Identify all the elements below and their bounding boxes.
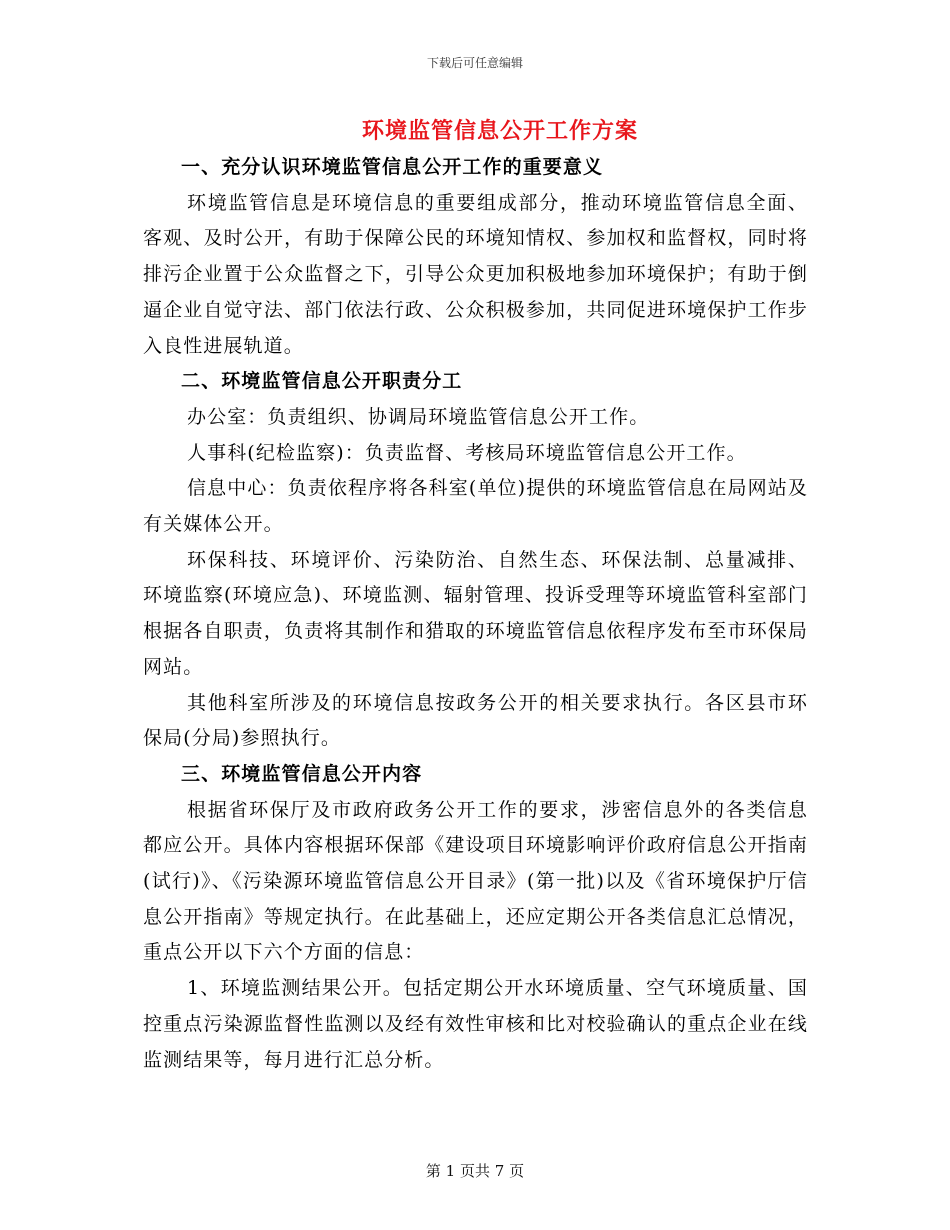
paragraph: 1、环境监测结果公开。包括定期公开水环境质量、空气环境质量、国控重点污染源监督性监测以及经有效性审核和比对校验确认的重点企业在线监测结果等，每月进行汇总分析。 <box>143 977 808 1071</box>
section-heading-3: 三、环境监管信息公开内容 <box>181 762 423 785</box>
header-note: 下载后可任意编辑 <box>426 56 523 70</box>
paragraph: 环保科技、环境评价、污染防治、自然生态、环保法制、总量减排、环境监察(环境应急)、环境监测、辐射管理、投诉受理等环境监管科室部门根据各自职责，负责将其制作和猎取的环境监管信息依程序发布至市环保局网站。 <box>143 548 808 678</box>
paragraph: 信息中心：负责依程序将各科室(单位)提供的环境监管信息在局网站及有关媒体公开。 <box>143 477 808 536</box>
paragraph: 环境监管信息是环境信息的重要组成部分，推动环境监管信息全面、客观、及时公开，有助于保障公民的环境知情权、参加权和监督权，同时将排污企业置于公众监督之下，引导公众更加积极地参加环境保护；有助于倒逼企业自觉守法、部门依法行政、公众积极参加，共同促进环境保护工作步入良性进展轨道。 <box>143 191 808 357</box>
page-footer: 第 1 页共 7 页 <box>425 1162 525 1180</box>
paragraph: 人事科(纪检监察)：负责监督、考核局环境监管信息公开工作。 <box>187 441 747 464</box>
document-title: 环境监管信息公开工作方案 <box>361 118 638 144</box>
paragraph: 办公室：负责组织、协调局环境监管信息公开工作。 <box>187 405 650 428</box>
section-heading-1: 一、充分认识环境监管信息公开工作的重要意义 <box>181 156 604 178</box>
paragraph: 其他科室所涉及的环境信息按政务公开的相关要求执行。各区县市环保局(分局)参照执行。 <box>143 691 808 750</box>
document-body <box>143 150 808 1078</box>
paragraph: 根据省环保厅及市政府政务公开工作的要求，涉密信息外的各类信息都应公开。具体内容根据环保部《建设项目环境影响评价政府信息公开指南(试行)》、《污染源环境监管信息公开目录》(第一批)以及《省环境保护厅信息公开指南》等规定执行。在此基础上，还应定期公开各类信息汇总情况，重点公开以下六个方面的信息： <box>143 798 808 964</box>
section-heading-2: 二、环境监管信息公开职责分工 <box>181 370 463 393</box>
